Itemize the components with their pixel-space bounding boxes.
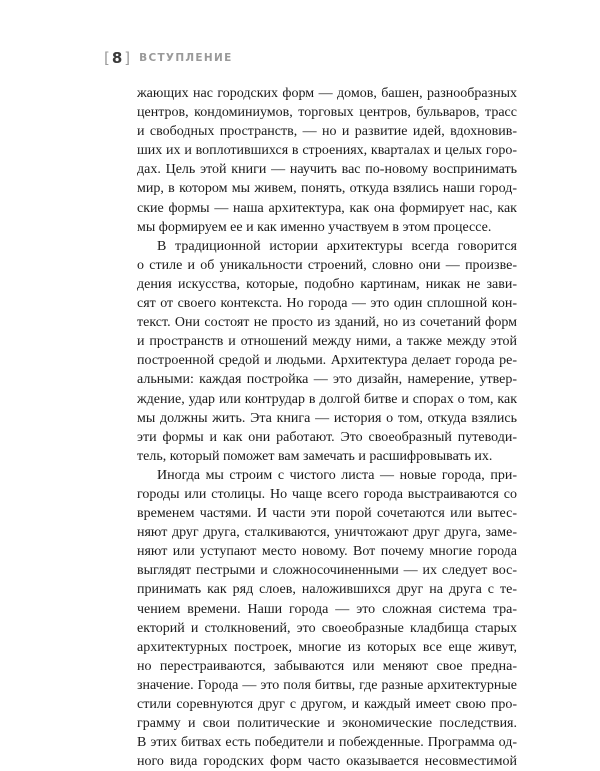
text-line: о стиле и об уникальности строений, словно они — произве-: [137, 257, 517, 273]
text-line: ших их и воплотившихся в строениях, кварталах и целых горо-: [137, 143, 517, 159]
text-line: сят от своего контекста. Но города — это один сплошной кон-: [137, 296, 517, 312]
body-text: [137, 84, 517, 771]
text-line: жающих нас городских форм — домов, башен, разнообразных: [137, 86, 517, 101]
page-number-bracket-left: [: [104, 48, 110, 67]
text-line: мы формируем ее и как именно участвуем в этом процессе.: [137, 219, 492, 235]
text-line: значение. Города — это поля битвы, где разные архитектурные: [137, 677, 517, 693]
text-line: дения искусства, которые, подобно картинам, никак не зави-: [137, 276, 517, 292]
text-line: построенной средой и людьми. Архитектура делает города ре-: [137, 353, 517, 369]
text-line: ждение, удар или контрудар в долгой битве и спорах о том, как: [137, 391, 517, 407]
text-line: грамму и свои политические и экономические последствия.: [137, 716, 517, 732]
paragraph: [137, 237, 517, 466]
page-number: 8: [111, 48, 123, 67]
text-line: выглядят пестрыми и сложносочиненными — их следует вос-: [137, 563, 517, 579]
text-line: В этих битвах есть победители и побежденные. Программа од-: [137, 735, 517, 751]
page-number-bracket-right: ]: [124, 48, 131, 67]
text-line: В традиционной истории архитектуры всегда говорится: [157, 238, 517, 254]
text-line: няют или уступают место новому. Вот почему многие города: [137, 544, 517, 560]
text-line: принимать как ряд слоев, наложившихся друг на друга с те-: [137, 582, 517, 598]
text-line: мы должны жить. Эта книга — история о том, откуда взялись: [137, 410, 517, 426]
text-line: мир, в котором мы живем, понять, откуда взялись наши город-: [137, 181, 517, 197]
text-line: но перестраиваются, забываются или меняют свое предна-: [137, 658, 517, 674]
text-line: няют друг друга, сталкиваются, уничтожают друг друга, заме-: [137, 525, 517, 541]
text-line: центров, кондоминиумов, торговых центров, бульваров, трасс: [137, 105, 517, 121]
running-head: [104, 48, 233, 68]
paragraph: [137, 84, 517, 237]
text-line: чением времени. Наши города — это сложная система тра-: [137, 601, 517, 617]
section-title: ВСТУПЛЕНИЕ: [139, 51, 233, 64]
text-line: ного вида городских форм часто оказывается несовместимой: [137, 754, 517, 770]
paragraph: [137, 466, 517, 771]
text-line: тель, который поможет вам замечать и расшифровывать их.: [137, 448, 493, 464]
text-line: стили соревнуются друг с другом, и каждый имеет свою про-: [137, 697, 517, 712]
text-line: архитектурных построек, многие из которых все еще живут,: [137, 639, 517, 655]
text-line: альными: каждая постройка — это дизайн, намерение, утвер-: [137, 372, 517, 388]
text-line: екторий и столкновений, это своеобразные кладбища старых: [137, 620, 517, 636]
text-line: текст. Они состоят не просто из зданий, но из сочетаний форм: [137, 315, 517, 331]
text-line: эти формы и как они работают. Это своеобразный путеводи-: [137, 429, 517, 445]
text-line: дах. Цель этой книги — научить вас по-новому воспринимать: [137, 162, 517, 178]
text-line: ские формы — наша архитектура, как она формирует нас, как: [137, 200, 517, 216]
text-line: Иногда мы строим с чистого листа — новые города, при-: [157, 467, 517, 483]
text-line: временем частями. И части эти порой сочетаются или вытес-: [137, 506, 517, 522]
text-line: и пространств и отношений между ними, а также между этой: [137, 334, 517, 350]
text-line: и свободных пространств, — но и развитие идей, вдохновив-: [137, 124, 517, 140]
text-line: городы или столицы. Но чаще всего города выстраиваются со: [137, 486, 517, 502]
